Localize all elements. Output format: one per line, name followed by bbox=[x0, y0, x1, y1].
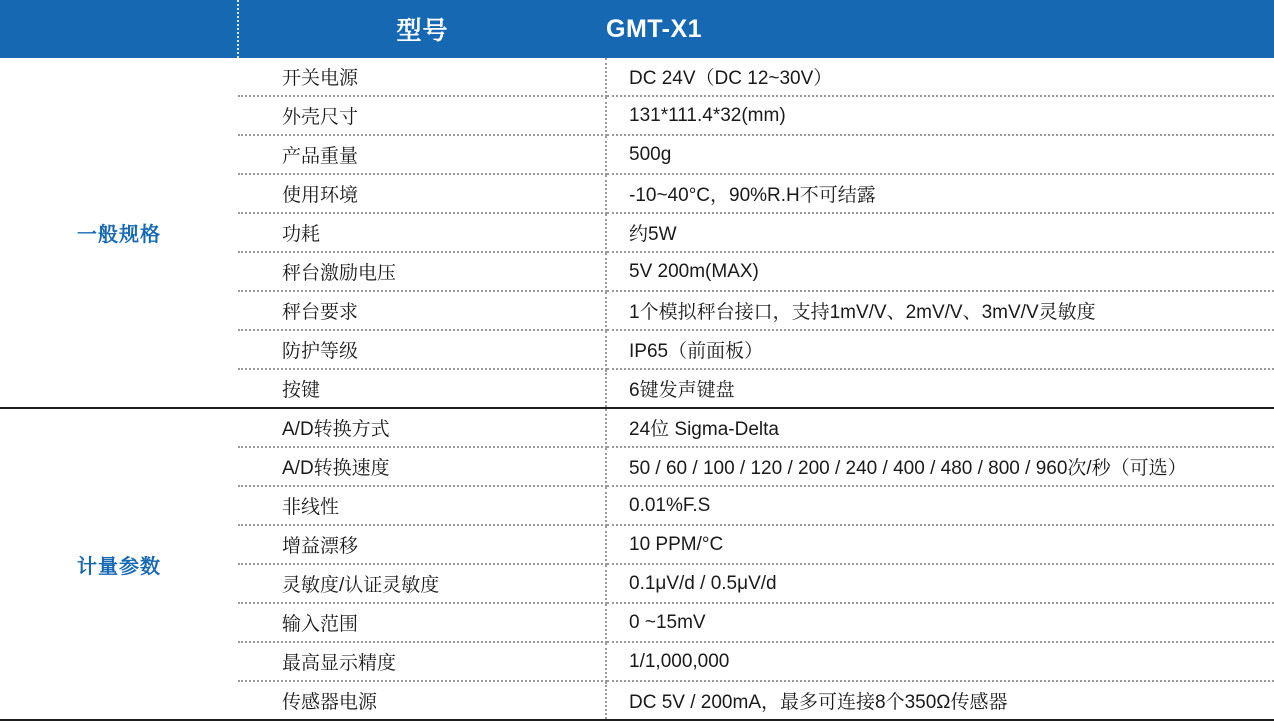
spec-item-value: 1个模拟秤台接口，支持1mV/V、2mV/V、3mV/V灵敏度 bbox=[606, 291, 1274, 330]
spec-item-label: 秤台要求 bbox=[238, 291, 606, 330]
spec-item-label: 灵敏度/认证灵敏度 bbox=[238, 564, 606, 603]
spec-item-label: 非线性 bbox=[238, 486, 606, 525]
table-row bbox=[0, 408, 1274, 447]
group-label: 一般规格 bbox=[0, 58, 238, 408]
spec-item-label: 防护等级 bbox=[238, 330, 606, 369]
spec-item-label: 产品重量 bbox=[238, 135, 606, 174]
spec-item-value: 24位 Sigma-Delta bbox=[606, 408, 1274, 447]
spec-item-value: IP65（前面板） bbox=[606, 330, 1274, 369]
spec-item-value: 约5W bbox=[606, 213, 1274, 252]
table-header-row bbox=[0, 0, 1274, 58]
spec-item-value: 0 ~15mV bbox=[606, 603, 1274, 642]
spec-item-label: 输入范围 bbox=[238, 603, 606, 642]
spec-item-label: 按键 bbox=[238, 369, 606, 408]
spec-item-value: 50 / 60 / 100 / 120 / 200 / 240 / 400 / 480 / 800 / 960次/秒（可选） bbox=[606, 447, 1274, 486]
group-label: 计量参数 bbox=[0, 408, 238, 720]
spec-item-value: 6键发声键盘 bbox=[606, 369, 1274, 408]
spec-item-label: 使用环境 bbox=[238, 174, 606, 213]
spec-item-label: 传感器电源 bbox=[238, 681, 606, 720]
spec-item-label: A/D转换速度 bbox=[238, 447, 606, 486]
spec-item-value: 500g bbox=[606, 135, 1274, 174]
spec-item-value: 1/1,000,000 bbox=[606, 642, 1274, 681]
spec-item-label: 开关电源 bbox=[238, 58, 606, 96]
spec-item-value: -10~40°C，90%R.H不可结露 bbox=[606, 174, 1274, 213]
spec-item-label: A/D转换方式 bbox=[238, 408, 606, 447]
spec-item-value: 131*111.4*32(mm) bbox=[606, 96, 1274, 135]
spec-item-label: 外壳尺寸 bbox=[238, 96, 606, 135]
table-row bbox=[0, 58, 1274, 96]
spec-item-value: 10 PPM/°C bbox=[606, 525, 1274, 564]
header-model-value: GMT-X1 bbox=[606, 0, 1274, 58]
header-model-label: 型号 bbox=[238, 0, 606, 58]
spec-item-value: DC 5V / 200mA，最多可连接8个350Ω传感器 bbox=[606, 681, 1274, 720]
spec-item-value: 5V 200m(MAX) bbox=[606, 252, 1274, 291]
spec-item-label: 最高显示精度 bbox=[238, 642, 606, 681]
spec-item-label: 增益漂移 bbox=[238, 525, 606, 564]
spec-item-label: 秤台激励电压 bbox=[238, 252, 606, 291]
spec-item-value: 0.01%F.S bbox=[606, 486, 1274, 525]
spec-item-value: 0.1μV/d / 0.5μV/d bbox=[606, 564, 1274, 603]
spec-item-value: DC 24V（DC 12~30V） bbox=[606, 58, 1274, 96]
header-blank-cell bbox=[0, 0, 238, 58]
spec-item-label: 功耗 bbox=[238, 213, 606, 252]
